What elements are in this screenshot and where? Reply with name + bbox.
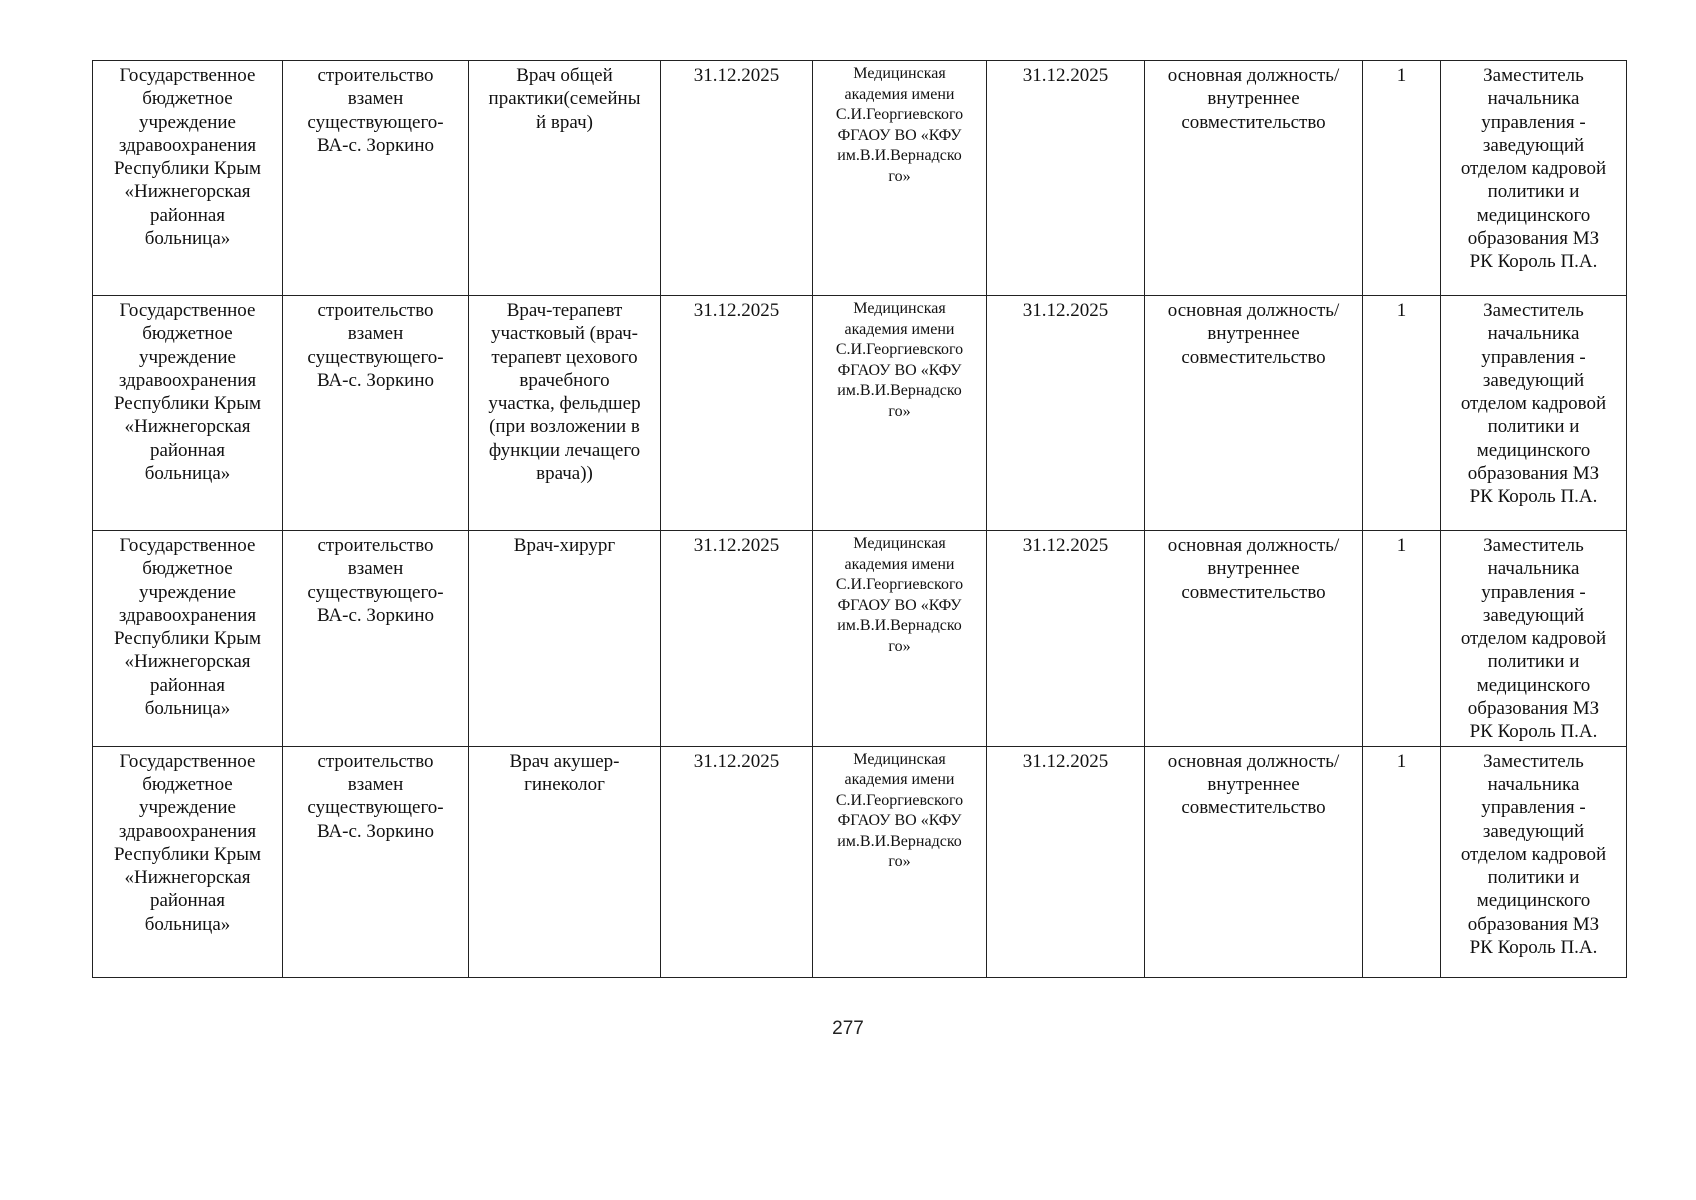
reason-cell: строительство взамен существующего- ВА-с. Зоркино — [283, 746, 469, 977]
responsible-cell: Заместитель начальника управления - заведующий отделом кадровой политики и медицинского образования МЗ РК Король П.А. — [1441, 296, 1627, 531]
academy-cell: Медицинская академия имени С.И.Георгиевского ФГАОУ ВО «КФУ им.В.И.Вернадско го» — [813, 531, 987, 747]
responsible-cell: Заместитель начальника управления - заведующий отделом кадровой политики и медицинского образования МЗ РК Король П.А. — [1441, 61, 1627, 296]
table-row — [93, 296, 1627, 531]
table-row — [93, 531, 1627, 747]
position-cell: Врач акушер- гинеколог — [469, 746, 661, 977]
count-cell: 1 — [1363, 531, 1441, 747]
position-cell: Врач-хирург — [469, 531, 661, 747]
date2-cell: 31.12.2025 — [987, 746, 1145, 977]
position-cell: Врач-терапевт участковый (врач- терапевт цехового врачебного участка, фельдшер (при возложении в функции лечащего врача)) — [469, 296, 661, 531]
employment-cell: основная должность/ внутреннее совместительство — [1145, 531, 1363, 747]
reason-cell: строительство взамен существующего- ВА-с. Зоркино — [283, 296, 469, 531]
employment-cell: основная должность/ внутреннее совместительство — [1145, 61, 1363, 296]
institution-cell: Государственное бюджетное учреждение здравоохранения Республики Крым «Нижнегорская районная больница» — [93, 531, 283, 747]
table-row — [93, 746, 1627, 977]
table-row — [93, 61, 1627, 296]
date2-cell: 31.12.2025 — [987, 61, 1145, 296]
academy-cell: Медицинская академия имени С.И.Георгиевского ФГАОУ ВО «КФУ им.В.И.Вернадско го» — [813, 296, 987, 531]
reason-cell: строительство взамен существующего- ВА-с. Зоркино — [283, 531, 469, 747]
staffing-table — [92, 60, 1627, 978]
responsible-cell: Заместитель начальника управления - заведующий отделом кадровой политики и медицинского образования МЗ РК Король П.А. — [1441, 746, 1627, 977]
date-cell: 31.12.2025 — [661, 61, 813, 296]
count-cell: 1 — [1363, 746, 1441, 977]
page-number: 277 — [832, 1018, 864, 1039]
institution-cell: Государственное бюджетное учреждение здравоохранения Республики Крым «Нижнегорская районная больница» — [93, 746, 283, 977]
count-cell: 1 — [1363, 61, 1441, 296]
academy-cell: Медицинская академия имени С.И.Георгиевского ФГАОУ ВО «КФУ им.В.И.Вернадско го» — [813, 61, 987, 296]
academy-cell: Медицинская академия имени С.И.Георгиевского ФГАОУ ВО «КФУ им.В.И.Вернадско го» — [813, 746, 987, 977]
employment-cell: основная должность/ внутреннее совместительство — [1145, 296, 1363, 531]
institution-cell: Государственное бюджетное учреждение здравоохранения Республики Крым «Нижнегорская районная больница» — [93, 61, 283, 296]
position-cell: Врач общей практики(семейны й врач) — [469, 61, 661, 296]
date-cell: 31.12.2025 — [661, 746, 813, 977]
date2-cell: 31.12.2025 — [987, 531, 1145, 747]
employment-cell: основная должность/ внутреннее совместительство — [1145, 746, 1363, 977]
date2-cell: 31.12.2025 — [987, 296, 1145, 531]
reason-cell: строительство взамен существующего- ВА-с. Зоркино — [283, 61, 469, 296]
responsible-cell: Заместитель начальника управления - заведующий отделом кадровой политики и медицинского образования МЗ РК Король П.А. — [1441, 531, 1627, 747]
date-cell: 31.12.2025 — [661, 531, 813, 747]
count-cell: 1 — [1363, 296, 1441, 531]
date-cell: 31.12.2025 — [661, 296, 813, 531]
institution-cell: Государственное бюджетное учреждение здравоохранения Республики Крым «Нижнегорская районная больница» — [93, 296, 283, 531]
